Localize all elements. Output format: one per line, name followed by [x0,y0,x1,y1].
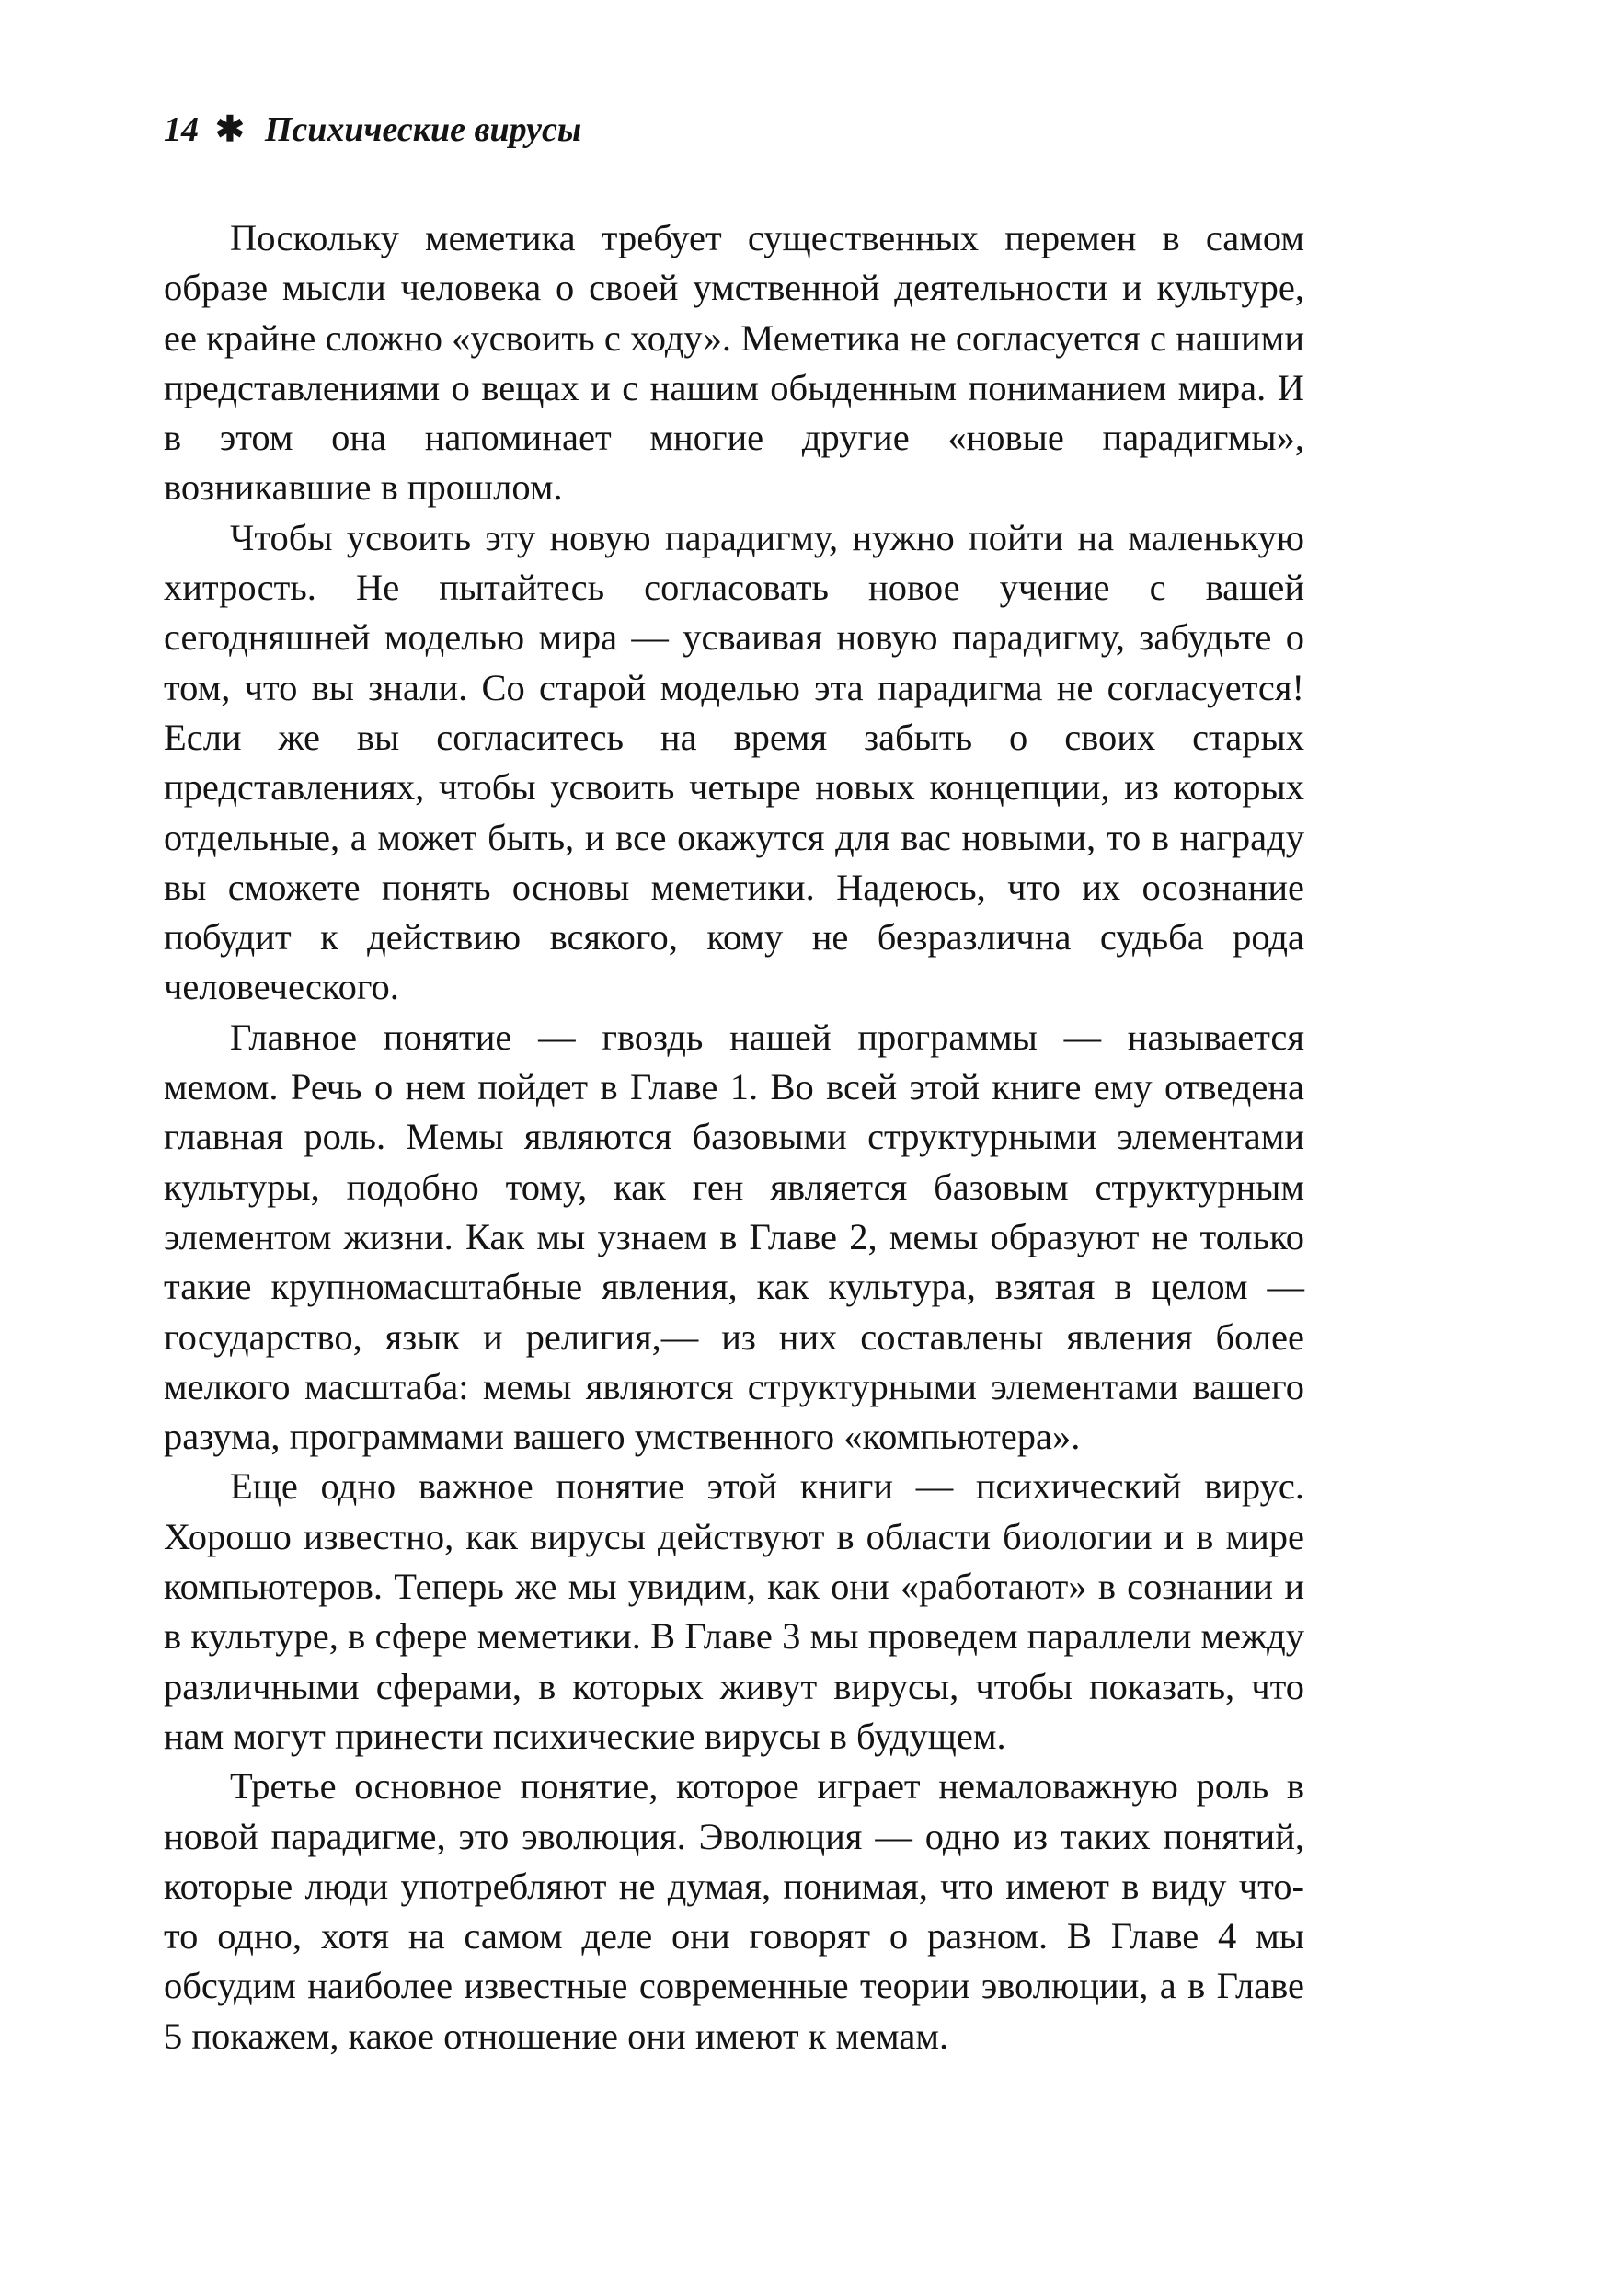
running-head [164,112,581,147]
paragraph-2: Чтобы усвоить эту новую парадигму, нужно пойти на маленькую хитрость. Не пытайтесь согласовать новое учение с вашей сегодняшней моделью мира — усваивая новую парадигму, забудьте о том, что вы знали. Со старой моделью эта парадигма не согласуется! Если же вы согласитесь на время забыть о своих старых представлениях, чтобы усвоить четыре новых концепции, из которых отдельные, а может быть, и все окажутся для вас новыми, то в награду вы сможете понять основы меметики. Надеюсь, что их осознание побудит к действию всякого, кому не безразлична судьба рода человеческого. [164,516,1304,1008]
paragraph-3: Главное понятие — гвоздь нашей программы — называется мемом. Речь о нем пойдет в Главе 1. Во всей этой книге ему отведена главная роль. Мемы являются базовыми структурными элементами культуры, подобно тому, как ген является базовым структурным элементом жизни. Как мы узнаем в Главе 2, мемы образуют не только такие крупномасштабные явления, как культура, взятая в целом — государство, язык и религия,— из них составлены явления более мелкого масштаба: мемы являются структурными элементами вашего разума, программами вашего умственного «компьютера». [164,1016,1304,1458]
book-title: Психические вирусы [264,110,582,149]
page-number: 14 [164,110,199,149]
paragraph-1: Поскольку меметика требует существенных перемен в самом образе мысли человека о своей умственной деятельности и культуре, ее крайне сложно «усвоить с ходу». Меметика не согласуется с нашими представлениями о вещах и с нашим обыденным пониманием мира. И в этом она напоминает многие другие «новые парадигмы», возникавшие в прошлом. [164,217,1304,509]
body-text [164,213,1304,2061]
asterisk-separator-icon: ✱ [215,110,245,149]
paragraph-4: Еще одно важное понятие этой книги — психический вирус. Хорошо известно, как вирусы действуют в области биологии и в мире компьютеров. Теперь же мы увидим, как они «работают» в сознании и в культуре, в сфере меметики. В Главе 3 мы проведем параллели между различными сферами, в которых живут вирусы, чтобы показать, что нам могут принести психические вирусы в будущем. [164,1465,1304,1757]
paragraph-5: Третье основное понятие, которое играет немаловажную роль в новой парадигме, это эволюция. Эволюция — одно из таких понятий, которые люди употребляют не думая, понимая, что имеют в виду что-то одно, хотя на самом деле они говорят о разном. В Главе 4 мы обсудим наиболее известные современные теории эволюции, а в Главе 5 покажем, какое отношение они имеют к мемам. [164,1765,1304,2057]
